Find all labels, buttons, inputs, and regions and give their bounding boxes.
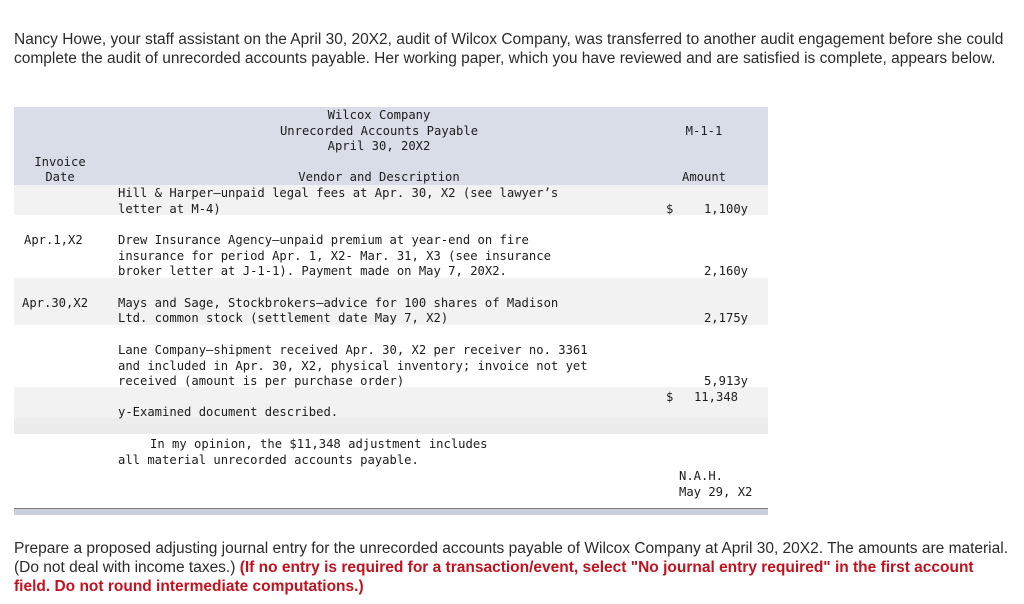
total-amount: 11,348 (693, 389, 738, 404)
row-4-amount: 5,913y (703, 374, 748, 389)
row-2-invoice-date: Apr.1,X2 (24, 233, 83, 247)
row-4-description-line-2: and included in Apr. 30, X2, physical inventory; invoice not yet (118, 358, 588, 373)
column-header-amount: Amount (681, 170, 727, 185)
row-3-invoice-date: Apr.30,X2 (22, 295, 89, 310)
row-3-description-line-2: Ltd. common stock (settlement date May 7, X2) (118, 311, 449, 326)
row-1-description-line-2: letter at M-4) (118, 201, 221, 216)
schedule-title: Unrecorded Accounts Payable (279, 123, 479, 138)
row-2-description-line-2: insurance for period Apr. 1, X2- Mar. 31, X3 (see insurance (118, 248, 551, 263)
tickmark-legend: y-Examined document described. (118, 405, 339, 420)
signoff-date: May 29, X2 (679, 484, 753, 499)
problem-instructions (14, 539, 1010, 596)
preparer-initials: N.A.H. (679, 469, 724, 483)
row-2-amount: 2,160y (703, 264, 748, 279)
row-3-description-line-1: Mays and Sage, Stockbrokers—advice for 100 shares of Madison (118, 295, 559, 310)
instructions-text: Prepare a proposed adjusting journal entry for the unrecorded accounts payable of Wilcox Company at April 30, 20X2. The amounts are material. (Do not deal with income taxes.) (14, 540, 1008, 576)
instructions-emphasis: (If no entry is required for a transaction/event, select "No journal entry required" in the first account field. Do not round intermediate computations.) (14, 559, 974, 595)
row-1-amount-currency: $ (666, 201, 674, 216)
row-4-description-line-1: Lane Company—shipment received Apr. 30, X2 per receiver no. 3361 (118, 343, 588, 357)
row-2-description-line-3: broker letter at J-1-1). Payment made on May 7, 20X2. (118, 264, 507, 279)
total-currency: $ (666, 389, 674, 404)
row-4-description-line-3: received (amount is per purchase order) (118, 374, 405, 389)
row-1-amount: 1,100y (703, 201, 748, 216)
row-1-description-line-1: Hill & Harper—unpaid legal fees at Apr. 30, X2 (see lawyer’s (118, 186, 559, 200)
column-header-vendor: Vendor and Description (298, 170, 460, 185)
row-2-description-line-1: Drew Insurance Agency—unpaid premium at year-end on fire (118, 233, 529, 247)
opinion-line-2: all material unrecorded accounts payable. (118, 452, 419, 467)
working-paper-bottom-border (14, 508, 768, 515)
workpaper-reference: M-1-1 (685, 123, 723, 138)
column-header-date: Date (45, 170, 75, 185)
problem-intro-text: Nancy Howe, your staff assistant on the April 30, 20X2, audit of Wilcox Company, was transferred to another audit engagement before she could complete the audit of unrecorded accounts payable. Her working paper, which you have reviewed and are satisfied is complete, appears below. (14, 31, 1004, 67)
opinion-line-1: In my opinion, the $11,348 adjustment includes (150, 437, 488, 451)
schedule-date: April 30, 20X2 (327, 139, 431, 154)
company-name: Wilcox Company (327, 108, 431, 122)
row-3-amount: 2,175y (703, 311, 748, 326)
column-header-invoice: Invoice (34, 154, 86, 169)
